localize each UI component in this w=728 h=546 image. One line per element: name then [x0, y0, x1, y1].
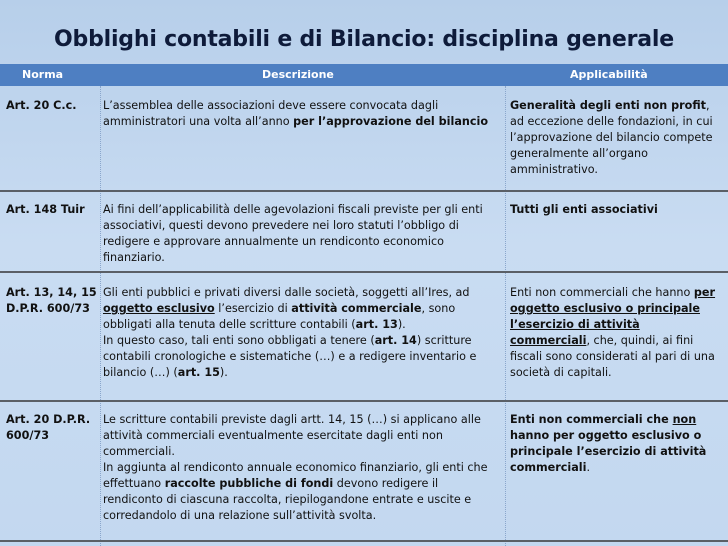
app-bold-underline: per oggetto esclusivo o principale l’esercizio di attività commerciali: [510, 286, 716, 347]
norma-cell: Art. 20 C.c.: [6, 99, 77, 112]
norma-cell: Art. 20 D.P.R. 600/73: [6, 413, 91, 442]
table-header: [0, 64, 728, 86]
descrizione-cell: Ai fini dell’applicabilità delle agevolazioni fiscali previste per gli enti associativi, questi devono prevedere nei loro statuti l’obbligo di redigere e approvare annualmente un rendiconto economico finanziario.: [103, 203, 483, 264]
desc-text: Gli enti pubblici e privati diversi dalle società, soggetti all’Ires, ad: [103, 286, 470, 299]
app-bold: Tutti gli enti associativi: [510, 203, 658, 216]
desc-text: devono redigere il rendiconto di ciascuna raccolta, riepilogandone entrate e uscite e corredandolo di una relazione sull’attività svolta.: [103, 477, 472, 522]
app-bold: Generalità degli enti non profit: [510, 99, 707, 112]
app-bold-underline: non: [672, 413, 697, 426]
desc-paragraph: [103, 333, 498, 381]
desc-text: l’esercizio di: [214, 302, 292, 315]
desc-bold: art. 14: [374, 334, 417, 347]
desc-bold: per l’approvazione del bilancio: [293, 115, 489, 128]
app-text: Enti non commerciali che hanno: [510, 286, 694, 299]
column-divider: [100, 86, 101, 546]
desc-text: In questo caso, tali enti sono obbligati a tenere (: [103, 334, 375, 347]
descrizione-cell: [103, 285, 498, 381]
header-applicabilita: Applicabilità: [570, 68, 648, 81]
desc-text: ) scritture contabili cronologiche e sistematiche (…) e a redigere inventario e bilancio (…) (: [103, 334, 477, 379]
app-bold: Enti non commerciali che: [510, 413, 673, 426]
row-divider: [0, 400, 728, 402]
header-descrizione: Descrizione: [262, 68, 334, 81]
row-divider: [0, 540, 728, 542]
desc-paragraph: Le scritture contabili previste dagli artt. 14, 15 (…) si applicano alle attività commerciali eventualmente esercitate dagli enti non commerciali.: [103, 413, 481, 458]
desc-text: ).: [397, 318, 406, 331]
page-title: Obblighi contabili e di Bilancio: disciplina generale: [54, 27, 674, 52]
header-norma: Norma: [22, 68, 64, 81]
app-text: .: [586, 461, 590, 474]
app-text: , che, quindi, ai fini fiscali sono considerati al pari di una società di capitali.: [510, 334, 715, 379]
desc-bold: raccolte pubbliche di fondi: [164, 477, 334, 490]
app-text: , ad eccezione delle fondazioni, in cui l’approvazione del bilancio compete generalmente all’organo amministrativo.: [510, 99, 713, 176]
desc-bold: art. 15: [177, 366, 220, 379]
applicabilita-cell: [510, 98, 722, 178]
desc-bold-underline: oggetto esclusivo: [103, 302, 215, 315]
desc-paragraph: [103, 285, 498, 333]
desc-paragraph: [103, 460, 498, 524]
descrizione-cell: [103, 98, 498, 130]
desc-text: L’assemblea delle associazioni deve essere convocata dagli amministratori una volta all’anno: [103, 99, 439, 128]
desc-bold: art. 13: [355, 318, 398, 331]
desc-text: , sono obbligati alla tenuta delle scritture contabili (: [103, 302, 456, 331]
norma-cell: Art. 13, 14, 15 D.P.R. 600/73: [6, 286, 97, 315]
row-divider: [0, 271, 728, 273]
norma-cell: Art. 148 Tuir: [6, 203, 85, 216]
desc-bold: attività commerciale: [291, 302, 422, 315]
applicabilita-cell: [510, 202, 722, 218]
descrizione-cell: [103, 412, 498, 524]
applicabilita-cell: [510, 412, 722, 476]
app-bold: hanno per oggetto esclusivo o principale l’esercizio di attività commerciali: [510, 429, 707, 474]
applicabilita-cell: [510, 285, 722, 381]
desc-text: In aggiunta al rendiconto annuale economico finanziario, gli enti che effettuano: [103, 461, 488, 490]
column-divider: [505, 86, 506, 546]
desc-text: ).: [219, 366, 228, 379]
row-divider: [0, 190, 728, 192]
